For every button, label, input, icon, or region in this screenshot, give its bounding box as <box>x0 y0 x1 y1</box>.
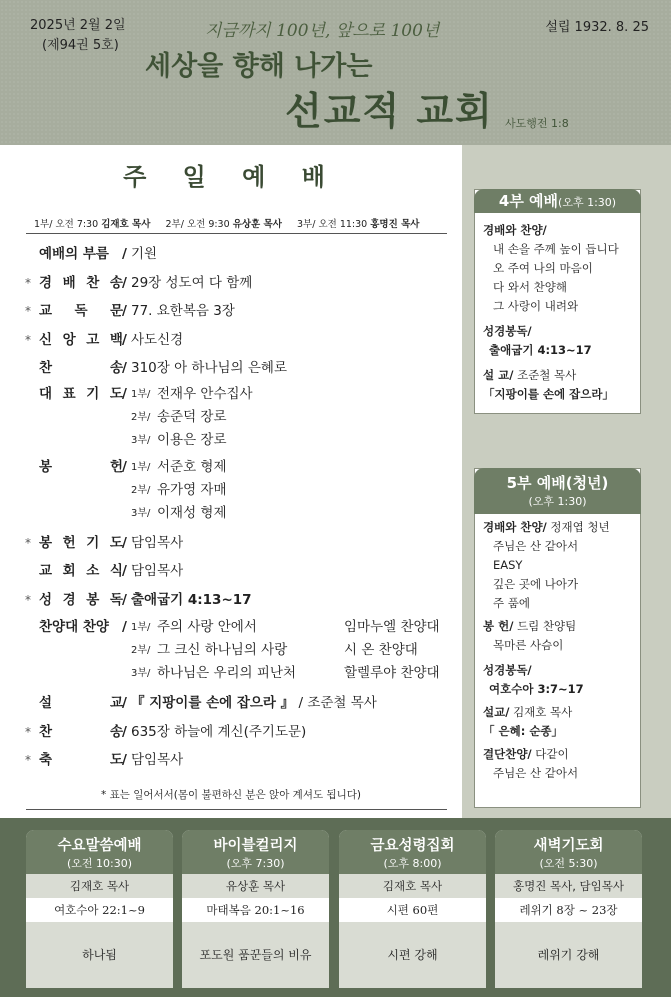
part-label: 3부/ <box>131 668 151 679</box>
song-item: 내 손을 주께 높이 듭니다 <box>493 242 619 256</box>
service-pastor: 김재호 목사 <box>339 874 486 898</box>
service-time: (오전 10:30) <box>66 857 133 870</box>
song-item: 오 주여 나의 마음이 <box>493 261 593 275</box>
prayer-item <box>25 406 450 429</box>
part-label: 1부/ <box>131 461 151 473</box>
service5-title: 5부 예배(청년) <box>506 474 609 492</box>
part-label: 1부/ <box>131 388 151 400</box>
order-item: 찬 송 / 310장 아 하나님의 은혜로 <box>25 354 450 383</box>
order-value: 635장 하늘에 계신(주기도문) <box>131 723 307 740</box>
order-label: 경 배 찬 송 <box>39 274 123 291</box>
closing-song: 주님은 산 같아서 <box>493 766 579 780</box>
order-value: 담임목사 <box>131 534 184 551</box>
service-title: 금요성령집회 <box>370 838 455 854</box>
slogan-title: 선교적 교회 <box>285 88 494 133</box>
offering-song: 목마른 사슴이 <box>493 638 564 652</box>
song-item: 깊은 곳에 나아가 <box>493 577 579 591</box>
service-scripture: 시편 60편 <box>339 898 486 922</box>
pastor-time: 1부/ 오전 7:30 <box>34 219 99 230</box>
issue-info <box>30 16 126 56</box>
order-label: 설 교 <box>39 695 123 711</box>
service-title: 새벽기도회 <box>533 838 604 854</box>
pastor-name: 김재호 목사 <box>101 219 151 230</box>
bulletin-date: 2025년 2월 2일 <box>30 18 126 33</box>
service4-header <box>474 189 641 213</box>
order-item: 예배의 부름 / 기원 <box>25 240 450 269</box>
weekday-service-card <box>339 830 486 988</box>
order-label: 교 독 문 <box>39 303 123 319</box>
offering-name: 이재성 형제 <box>157 504 227 521</box>
service5-header <box>474 468 641 514</box>
order-label: 교 회 소 식 <box>39 563 123 579</box>
service4-time: (오후 1:30) <box>558 196 617 209</box>
order-item: 대 표 기 도 / 1부/ 전재우 안수집사 <box>25 383 450 406</box>
order-value: 기원 <box>131 246 158 262</box>
reading-value: 출애굽기 4:13~17 <box>489 343 592 357</box>
order-label: 찬양대 찬양 <box>39 619 109 635</box>
sermon-preacher: 조준철 목사 <box>307 695 377 711</box>
service-title: 수요말씀예배 <box>57 838 142 854</box>
weekly-services <box>0 818 671 997</box>
slogan-reference: 사도행전 1:8 <box>505 117 569 130</box>
choir-item <box>25 639 450 662</box>
order-item: * 축 도 / 담임목사 <box>25 746 450 775</box>
offering-item <box>25 502 450 525</box>
praise-label: 경배와 찬양/ <box>483 520 547 534</box>
part-label: 3부/ <box>131 507 151 519</box>
masthead <box>0 0 671 145</box>
service-sermon: 시편 강해 <box>339 922 486 988</box>
part-label: 2부/ <box>131 645 151 656</box>
founded-date: 설립 1932. 8. 25 <box>545 20 649 35</box>
service-pastor: 김재호 목사 <box>26 874 173 898</box>
order-value: 310장 아 하나님의 은혜로 <box>131 360 288 376</box>
sermon-line: 설 교/ 조준철 목사 <box>483 368 577 382</box>
offering-name: 유가영 자매 <box>157 481 227 498</box>
sermon-title: 『 지팡이를 손에 잡으라 』 <box>131 695 295 711</box>
choir-song: 하나님은 우리의 피난처 <box>157 665 296 681</box>
order-item: 봉 헌 / 1부/ 서준호 형제 <box>25 456 450 479</box>
preacher: 조준철 목사 <box>517 368 577 382</box>
reading-label: 성경봉독/ <box>483 663 532 677</box>
slogan-line: 세상을 향해 나가는 <box>145 51 373 82</box>
scripture-reading: 출애굽기 4:13~17 <box>131 591 252 608</box>
song-item: EASY <box>493 558 523 572</box>
part-label: 3부/ <box>131 434 151 446</box>
choir-song: 주의 사랑 안에서 <box>157 619 257 635</box>
service5-card <box>474 468 641 808</box>
order-label: 대 표 기 도 <box>39 385 123 402</box>
order-of-worship <box>25 240 450 775</box>
sermon-title: 「지팡이를 손에 잡으라」 <box>483 387 614 401</box>
offering-label: 봉 헌/ <box>483 619 514 633</box>
praise-leader: 정재엽 청년 <box>550 520 610 534</box>
choir-song: 그 크신 하나님의 사랑 <box>157 642 288 658</box>
song-item: 그 사랑이 내려와 <box>493 299 579 313</box>
order-value: 29장 성도여 다 함께 <box>131 274 253 291</box>
service-time: (오전 5:30) <box>539 857 598 870</box>
order-item: 설 교 / 『 지팡이를 손에 잡으라 』 / 조준철 목사 <box>25 689 450 718</box>
service4-title: 4부 예배 <box>498 192 559 210</box>
weekday-service-card <box>26 830 173 988</box>
service4-card <box>474 189 641 414</box>
order-item: * 봉 헌 기 도 / 담임목사 <box>25 529 450 558</box>
prayer-leader: 전재우 안수집사 <box>157 385 253 402</box>
order-item: * 찬 송 / 635장 하늘에 계신(주기도문) <box>25 718 450 747</box>
order-value: 담임목사 <box>131 563 184 579</box>
part-label: 2부/ <box>131 484 151 496</box>
order-value: 사도신경 <box>131 331 184 348</box>
service-pastors <box>34 216 419 230</box>
offering-name: 서준호 형제 <box>157 458 227 475</box>
service5-body <box>475 514 640 787</box>
order-item: * 신 앙 고 백 / 사도신경 <box>25 326 450 355</box>
prayer-leader: 송준덕 장로 <box>157 408 227 425</box>
song-item: 주 품에 <box>493 596 530 610</box>
service-scripture: 마태복음 20:1~16 <box>182 898 329 922</box>
weekday-service-card <box>495 830 642 988</box>
choir-name: 임마누엘 찬양대 <box>344 619 440 635</box>
order-item: * 성 경 봉 독 / 출애굽기 4:13~17 <box>25 586 450 615</box>
praise-label: 경배와 찬양/ <box>483 223 547 237</box>
standing-note: * 표는 일어서서(몸이 불편하신 분은 앉아 계셔도 됩니다) <box>101 789 361 801</box>
service4-body <box>475 213 640 408</box>
order-item: 교 회 소 식 / 담임목사 <box>25 557 450 586</box>
divider <box>26 233 447 234</box>
order-value: 담임목사 <box>131 752 184 768</box>
order-label: 찬 송 <box>39 723 123 740</box>
section-title: 주 일 예 배 <box>123 163 339 191</box>
issue-number: (제94권 5호) <box>42 38 119 53</box>
prayer-item <box>25 429 450 452</box>
part-label: 2부/ <box>131 411 151 423</box>
order-item: * 교 독 문 / 77. 요한복음 3장 <box>25 297 450 326</box>
reading-label: 성경봉독/ <box>483 324 532 338</box>
part-label: 1부/ <box>131 622 151 633</box>
choir-name: 시 온 찬양대 <box>344 642 418 658</box>
reading-value: 여호수아 3:7~17 <box>489 682 584 696</box>
choir-name: 할렐루야 찬양대 <box>344 665 440 681</box>
slogan-subtitle: 지금까지 100년, 앞으로 100년 <box>205 21 440 41</box>
pastor-time: 2부/ 오전 9:30 <box>165 219 230 230</box>
service-scripture: 레위기 8장 ~ 23장 <box>495 898 642 922</box>
service-pastor: 유상훈 목사 <box>182 874 329 898</box>
order-value: 77. 요한복음 3장 <box>131 303 235 319</box>
closing-value: 다같이 <box>535 747 569 761</box>
song-item: 주님은 산 같아서 <box>493 539 579 553</box>
divider <box>26 809 447 810</box>
sermon-title: 「 은혜: 순종」 <box>483 724 564 738</box>
service-scripture: 여호수아 22:1~9 <box>26 898 173 922</box>
weekday-service-card <box>182 830 329 988</box>
pastor-time: 3부/ 오전 11:30 <box>297 219 368 230</box>
service-sermon: 레위기 강해 <box>495 922 642 988</box>
sermon-label: 설교/ <box>483 705 510 719</box>
order-label: 찬 송 <box>39 360 123 376</box>
closing-label: 결단찬양/ <box>483 747 532 761</box>
order-label: 성 경 봉 독 <box>39 591 123 608</box>
service-time: (오후 7:30) <box>226 857 285 870</box>
pastor-name: 홍명진 목사 <box>370 219 420 230</box>
service5-time: (오후 1:30) <box>528 495 587 508</box>
order-label: 축 도 <box>39 752 123 768</box>
service-sermon: 포도원 품꾼들의 비유 <box>182 922 329 988</box>
order-label: 봉 헌 기 도 <box>39 534 123 551</box>
service-title: 바이블컬리지 <box>213 838 298 854</box>
service-time: (오후 8:00) <box>383 857 442 870</box>
prayer-leader: 이용은 장로 <box>157 431 227 448</box>
order-label: 봉 헌 <box>39 458 123 475</box>
order-label: 예배의 부름 <box>39 246 109 262</box>
sunday-service <box>0 145 462 818</box>
order-item: * 경 배 찬 송 / 29장 성도여 다 함께 <box>25 269 450 298</box>
preacher: 김재호 목사 <box>513 705 573 719</box>
choir-item: 찬양대 찬양 / 1부/ 주의 사랑 안에서 임마누엘 찬양대 <box>25 616 450 639</box>
offering-team: 드림 찬양팀 <box>517 619 577 633</box>
choir-item <box>25 662 450 685</box>
pastor-name: 유상훈 목사 <box>232 219 282 230</box>
song-item: 다 와서 찬양해 <box>493 280 567 294</box>
order-label: 신 앙 고 백 <box>39 331 123 348</box>
offering-item <box>25 479 450 502</box>
service-pastor: 홍명진 목사, 담임목사 <box>495 874 642 898</box>
service-sermon: 하나됨 <box>26 922 173 988</box>
